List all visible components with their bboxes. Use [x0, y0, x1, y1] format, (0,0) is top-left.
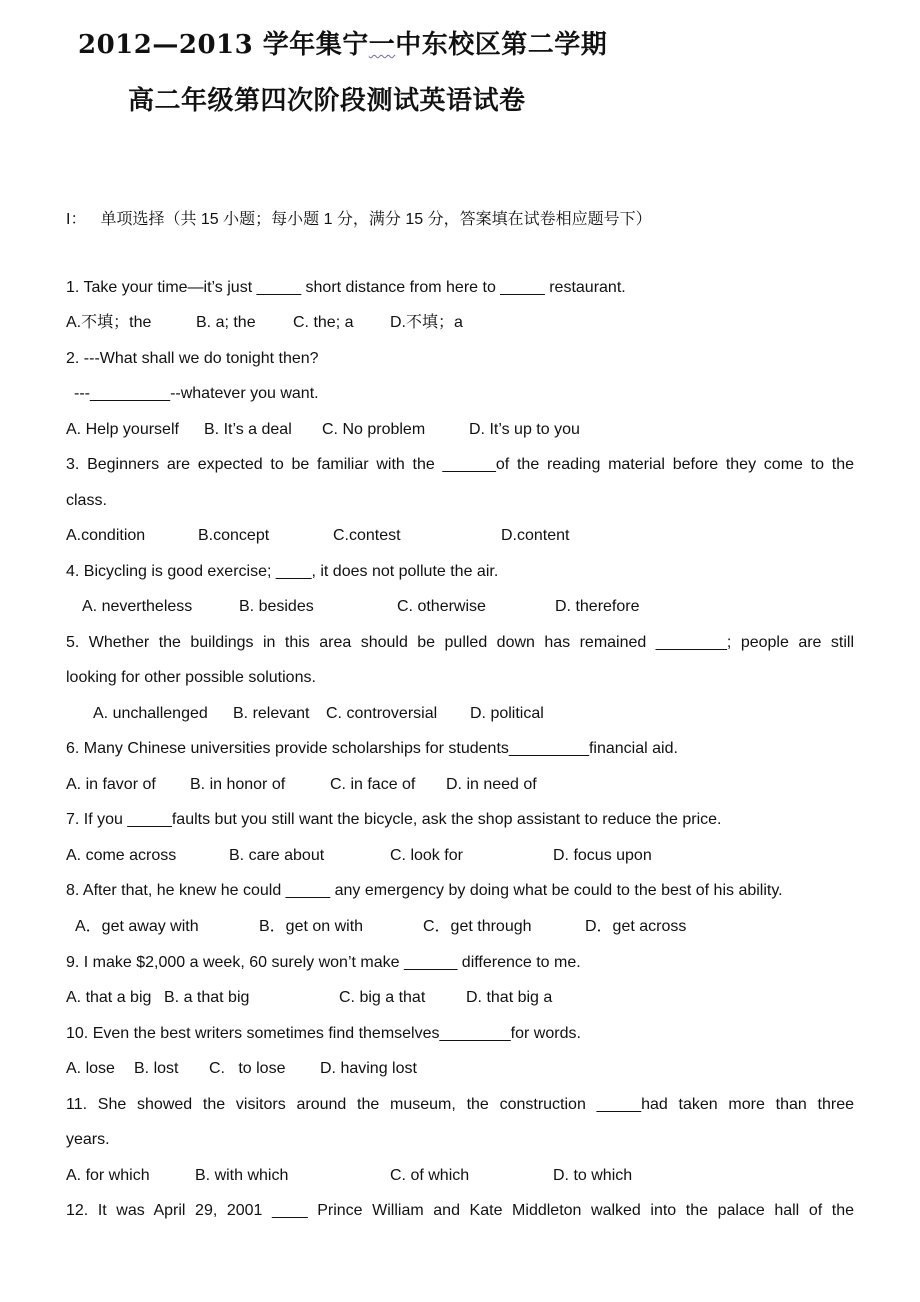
option-a: A. unchallenged [93, 705, 208, 722]
option-a: A. lose [66, 1060, 115, 1077]
option-a: A. Help yourself [66, 421, 179, 438]
option-d: D. having lost [320, 1060, 417, 1077]
question-stem-continued: looking for other possible solutions. [66, 669, 316, 686]
option-d: D. It’s up to you [469, 421, 580, 438]
option-c: C. otherwise [397, 598, 486, 615]
option-b: B. It’s a deal [204, 421, 292, 438]
option-c: C．get through [423, 918, 532, 935]
option-a: A. that a big [66, 989, 152, 1006]
option-d: D. political [470, 705, 544, 722]
option-d: D. to which [553, 1167, 633, 1184]
question-stem-continued: class. [66, 492, 107, 509]
question-stem: 10. Even the best writers sometimes find themselves________for words. [66, 1025, 581, 1042]
option-a: A.condition [66, 527, 146, 544]
question-stem: 6. Many Chinese universities provide scholarships for students_________financial aid. [66, 740, 678, 757]
question-stem: 2. ---What shall we do tonight then? [66, 350, 319, 367]
title-part: 中东校区第二学期 [395, 30, 608, 60]
option-c: C. controversial [326, 705, 438, 722]
option-d: D．get across [585, 918, 687, 935]
option-d: D.content [501, 527, 570, 544]
option-b: B. with which [195, 1167, 289, 1184]
option-c: C. of which [390, 1167, 470, 1184]
option-a: A. in favor of [66, 776, 156, 793]
option-b: B. care about [229, 847, 325, 864]
option-c: C. the; a [293, 314, 354, 331]
option-a: A. for which [66, 1167, 150, 1184]
option-a: A．get away with [75, 918, 199, 935]
option-b: B. a that big [164, 989, 250, 1006]
option-b: B. lost [134, 1060, 179, 1077]
option-c: C. in face of [330, 776, 416, 793]
option-b: B. a; the [196, 314, 256, 331]
option-b: B．get on with [259, 918, 364, 935]
section-label: I： [66, 211, 87, 228]
option-c: C. big a that [339, 989, 426, 1006]
option-d: D.不填；a [390, 314, 463, 331]
document-title-line-2: 高二年级第四次阶段测试英语试卷 [128, 86, 526, 116]
section-instructions: 单项选择（共 15 小题；每小题 1 分，满分 15 分，答案填在试卷相应题号下） [100, 211, 652, 228]
question-stem: 1. Take your time—it’s just _____ short distance from here to _____ restaurant. [66, 279, 626, 296]
question-stem: 3. Beginners are expected to be familiar with the ______of the reading material before they come to the [66, 456, 854, 473]
question-stem-continued: ---_________--whatever you want. [74, 385, 319, 402]
question-stem: 11. She showed the visitors around the museum, the construction _____had taken more than three [66, 1096, 854, 1113]
question-stem: 4. Bicycling is good exercise; ____, it does not pollute the air. [66, 563, 499, 580]
option-c: C. to lose [209, 1060, 286, 1077]
option-c: C. look for [390, 847, 463, 864]
option-a: A.不填；the [66, 314, 152, 331]
option-a: A. nevertheless [82, 598, 193, 615]
option-a: A. come across [66, 847, 177, 864]
document-title-line-1 [78, 24, 607, 61]
question-stem-continued: years. [66, 1131, 110, 1148]
question-stem: 7. If you _____faults but you still want the bicycle, ask the shop assistant to reduce the price. [66, 811, 722, 828]
option-b: B. relevant [233, 705, 310, 722]
option-b: B.concept [198, 527, 270, 544]
question-stem: 12. It was April 29, 2001 ____ Prince William and Kate Middleton walked into the palace hall of the [66, 1202, 854, 1219]
option-d: D. therefore [555, 598, 640, 615]
option-b: B. besides [239, 598, 314, 615]
question-stem: 8. After that, he knew he could _____ any emergency by doing what be could to the best of his ability. [66, 882, 783, 899]
section-heading [66, 206, 652, 229]
title-part-spellcheck: 一 [368, 30, 396, 60]
question-stem: 5. Whether the buildings in this area should be pulled down has remained ________; people are still [66, 634, 854, 651]
option-c: C.contest [333, 527, 401, 544]
title-part: 2012—2013 学年集宁 [78, 30, 369, 60]
option-d: D. focus upon [553, 847, 652, 864]
option-b: B. in honor of [190, 776, 286, 793]
option-d: D. that big a [466, 989, 553, 1006]
question-stem: 9. I make $2,000 a week, 60 surely won’t make ______ difference to me. [66, 954, 581, 971]
option-d: D. in need of [446, 776, 537, 793]
option-c: C. No problem [322, 421, 426, 438]
